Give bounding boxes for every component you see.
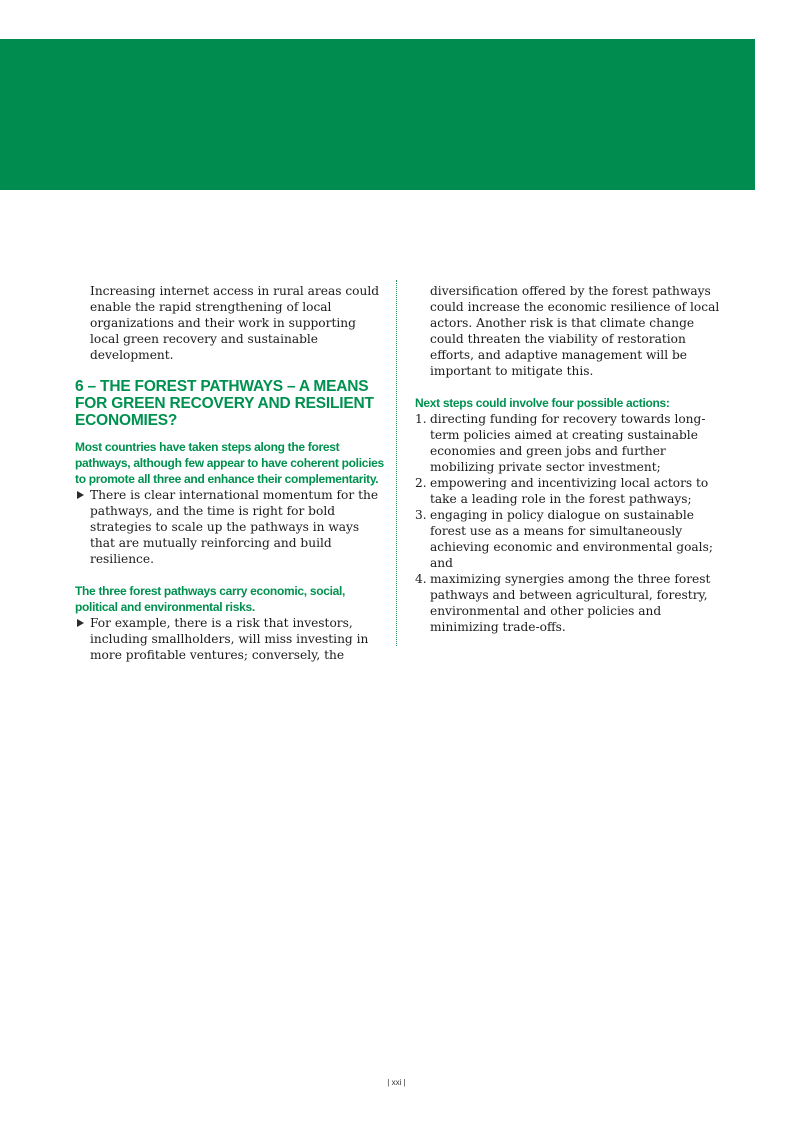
bullet-arrow-icon (77, 491, 84, 499)
list-number: 4. (415, 572, 427, 586)
list-item (415, 411, 725, 475)
section-heading: 6 – THE FOREST PATHWAYS – A MEANS FOR GREEN RECOVERY AND RESILIENT ECONOMIES? (75, 378, 374, 429)
bullet-international-momentum (75, 487, 385, 567)
bullet-text: There is clear international momentum for the pathways, and the time is right for bold strategies to scale up the pathways in ways that are mutually reinforcing and build resilience. (90, 488, 379, 566)
list-item-text: maximizing synergies among the three forest pathways and between agricultural, forestry, environmental and other policies and minimizing trade-offs. (430, 572, 711, 634)
bullet-text: For example, there is a risk that investors, including smallholders, will miss investing in more profitable ventures; conversely, the (90, 616, 369, 662)
subheading-next-steps: Next steps could involve four possible actions: (415, 396, 670, 410)
subheading-risks: The three forest pathways carry economic, social, political and environmental risks. (75, 584, 346, 614)
column-divider (396, 280, 397, 646)
list-number: 3. (415, 508, 427, 522)
header-green-band (0, 39, 755, 190)
list-item-text: engaging in policy dialogue on sustainable forest use as a means for simultaneously achieving economic and environmental goals; and (430, 508, 713, 570)
continuation-paragraph: diversification offered by the forest pathways could increase the economic resilience of local actors. Another risk is that climate change could threaten the viability of restoration efforts, and adaptive management will be important to mitigate this. (430, 284, 720, 378)
list-item-text: empowering and incentivizing local actors to take a leading role in the forest pathways; (430, 476, 709, 506)
list-item-text: directing funding for recovery towards long-term policies aimed at creating sustainable economies and green jobs and further mobilizing private sector investment; (430, 412, 706, 474)
list-item (415, 571, 725, 635)
list-item (415, 507, 725, 571)
right-column (415, 283, 725, 635)
subheading-coherent-policies: Most countries have taken steps along the forest pathways, although few appear to have coherent policies to promote all three and enhance their complementarity. (75, 440, 384, 486)
page-number: | xxi | (387, 1078, 406, 1087)
bullet-arrow-icon (77, 619, 84, 627)
list-number: 1. (415, 412, 427, 426)
left-column (75, 283, 385, 663)
actions-list (415, 411, 725, 635)
bullet-investor-risk (75, 615, 385, 663)
intro-paragraph: Increasing internet access in rural areas could enable the rapid strengthening of local organizations and their work in supporting local green recovery and sustainable development. (90, 284, 380, 362)
list-number: 2. (415, 476, 427, 490)
list-item (415, 475, 725, 507)
